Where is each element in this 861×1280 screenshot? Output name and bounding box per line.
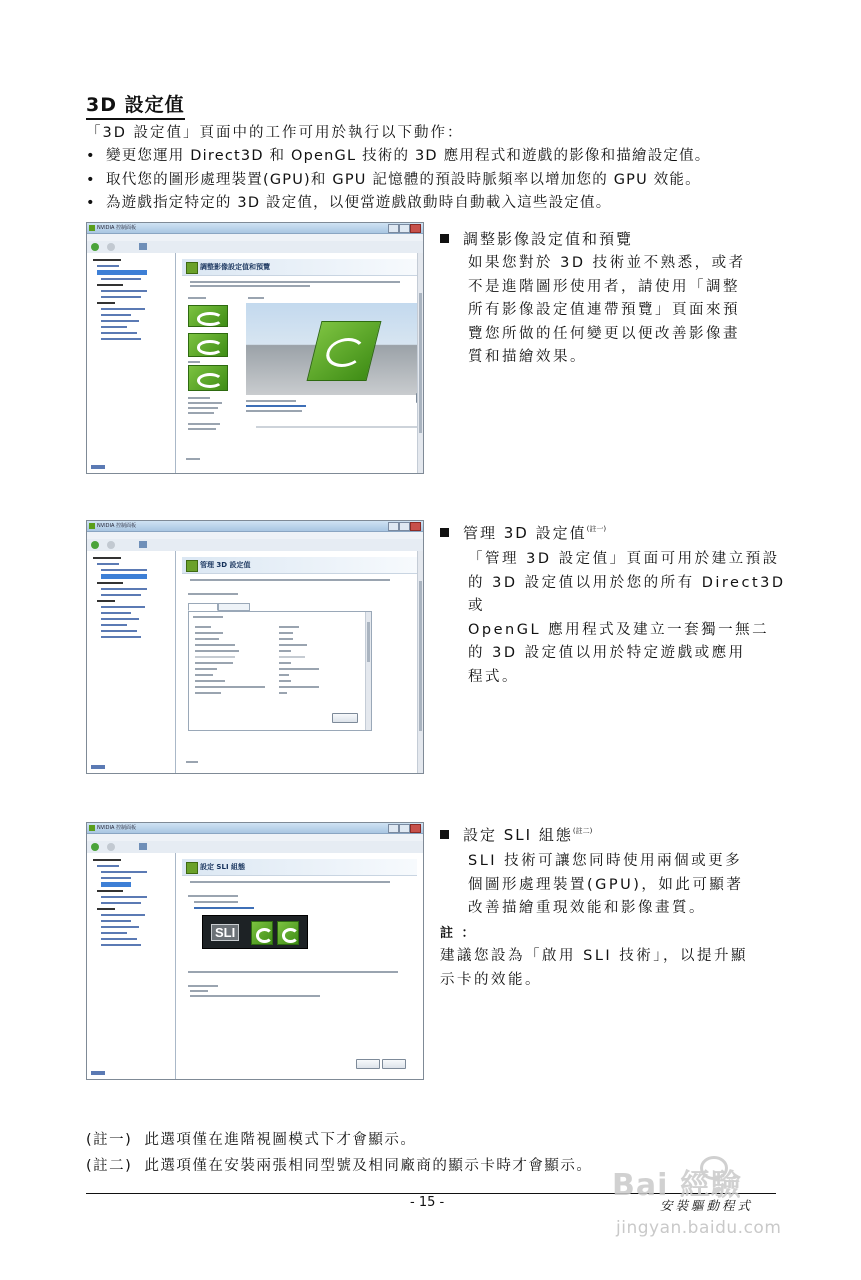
chapter-title: 安裝驅動程式 — [660, 1198, 754, 1213]
nvidia-logo-icon — [89, 825, 95, 831]
forward-icon — [107, 243, 115, 251]
main-panel — [176, 253, 423, 473]
window-titlebar — [87, 823, 423, 834]
side-navigation — [87, 551, 176, 773]
minimize-icon — [388, 824, 399, 833]
preview-thumbnail — [188, 305, 228, 327]
side-navigation — [87, 853, 176, 1079]
watermark-url: jingyan.baidu.com — [616, 1218, 782, 1238]
note-text: 建議您設為「啟用 SLI 技術」，以提升顯 示卡的效能。 — [440, 948, 749, 988]
3d-preview-image — [246, 303, 424, 395]
note-label: 註 ： — [440, 926, 477, 941]
screenshot-manage-3d — [86, 520, 424, 774]
panel-banner — [182, 557, 417, 574]
menu-bar — [87, 532, 423, 539]
scrollbar — [417, 253, 423, 473]
panel-title: 管理 3D 設定值 — [200, 561, 251, 569]
block-heading: 調整影像設定值和預覽 — [440, 228, 633, 249]
window-titlebar — [87, 223, 423, 234]
watermark-brand: Bai 經驗 — [612, 1168, 742, 1203]
paw-icon — [700, 1156, 728, 1180]
bullet-icon: • — [86, 195, 96, 211]
block-description: SLI 技術可讓您同時使用兩個或更多 個圖形處理裝置(GPU)，如此可顯著 改善描繪重現效能和影像畫質。 — [468, 853, 744, 916]
section-title: 3D 設定值 — [86, 90, 185, 120]
bullet-icon: • — [86, 148, 96, 164]
forward-icon — [107, 541, 115, 549]
square-bullet-icon — [440, 234, 449, 243]
back-icon — [91, 843, 99, 851]
maximize-icon — [399, 224, 410, 233]
nvidia-logo-icon — [89, 225, 95, 231]
block-description: 如果您對於 3D 技術並不熟悉，或者 不是進階圖形使用者，請使用「調整 所有影像設定值連帶預覽」頁面來預 覽您所做的任何變更以便改善影像畫 質和描繪效果。 — [468, 255, 746, 365]
block-description: 「管理 3D 設定值」頁面可用於建立預設 的 3D 設定值以用於您的所有 Direct3D 或 OpenGL 應用程式及建立一套獨一無二 的 3D 設定值以用於特定遊戲或應用 程式。 — [468, 551, 786, 685]
main-panel — [176, 551, 423, 773]
page-number: - 15 - — [410, 1195, 445, 1210]
scrollbar — [365, 612, 371, 730]
forward-icon — [107, 843, 115, 851]
footnote-text: 此選項僅在安裝兩張相同型號及相同廠商的顯示卡時才會顯示。 — [144, 1158, 593, 1174]
panel-banner — [182, 259, 417, 276]
preview-thumbnail — [188, 365, 228, 391]
back-icon — [91, 243, 99, 251]
square-bullet-icon — [440, 830, 449, 839]
main-panel — [176, 853, 423, 1079]
settings-tab — [218, 603, 250, 611]
screenshot-sli-config — [86, 822, 424, 1080]
list-item: • 為遊戲指定特定的 3D 設定值，以便當遊戲啟動時自動載入這些設定值。 — [86, 192, 786, 216]
minimize-icon — [388, 224, 399, 233]
menu-bar — [87, 234, 423, 241]
window-titlebar — [87, 521, 423, 532]
scrollbar — [417, 551, 423, 773]
nvidia-logo-icon — [89, 523, 95, 529]
window-title: NVIDIA 控制面板 — [97, 523, 136, 529]
preview-thumbnail — [188, 333, 228, 357]
home-icon — [139, 541, 147, 548]
footnote-mark: (註二) — [86, 1158, 133, 1174]
panel-banner — [182, 859, 417, 876]
bullet-list — [86, 145, 786, 216]
home-icon — [139, 843, 147, 850]
square-bullet-icon — [440, 528, 449, 537]
panel-title: 調整影像設定值和預覽 — [200, 263, 270, 271]
sli-logo-image — [202, 915, 308, 949]
nvidia-logo-icon — [186, 262, 198, 274]
sli-logo-text: SLI — [211, 924, 239, 941]
bullet-icon: • — [86, 171, 96, 188]
block-heading: 設定 SLI 組態$^{(註二)}$ — [440, 824, 592, 845]
home-icon — [139, 243, 147, 250]
settings-tab — [188, 603, 218, 611]
footnote-mark: (註一) — [586, 525, 607, 533]
side-navigation — [87, 253, 176, 473]
list-item: • 取代您的圖形處理裝置(GPU)和 GPU 記憶體的預設時脈頻率以增加您的 GPU 效能。 — [86, 169, 786, 193]
list-item: • 變更您運用 Direct3D 和 OpenGL 技術的 3D 應用程式和遊戲的影像和描繪設定值。 — [86, 145, 786, 169]
footnote — [86, 1128, 416, 1149]
minimize-icon — [388, 522, 399, 531]
close-icon — [410, 522, 421, 531]
footnote — [86, 1154, 592, 1175]
close-icon — [410, 824, 421, 833]
apply-button — [356, 1059, 380, 1069]
block-heading: 管理 3D 設定值$^{(註一)}$ — [440, 522, 606, 543]
close-icon — [410, 224, 421, 233]
menu-bar — [87, 834, 423, 841]
cancel-button — [382, 1059, 406, 1069]
footnote-mark: (註二) — [572, 827, 593, 835]
section-intro: 「3D 設定值」頁面中的工作可用於執行以下動作： — [86, 125, 464, 141]
nvidia-logo-icon — [186, 560, 198, 572]
back-icon — [91, 541, 99, 549]
nvidia-logo-icon — [186, 862, 198, 874]
window-title: NVIDIA 控制面板 — [97, 825, 136, 831]
restore-button — [332, 713, 358, 723]
maximize-icon — [399, 522, 410, 531]
screenshot-image-settings — [86, 222, 424, 474]
window-title: NVIDIA 控制面板 — [97, 225, 136, 231]
footnote-mark: (註一) — [86, 1132, 133, 1148]
maximize-icon — [399, 824, 410, 833]
footnote-text: 此選項僅在進階視圖模式下才會顯示。 — [144, 1132, 417, 1148]
panel-title: 設定 SLI 組態 — [200, 863, 245, 871]
